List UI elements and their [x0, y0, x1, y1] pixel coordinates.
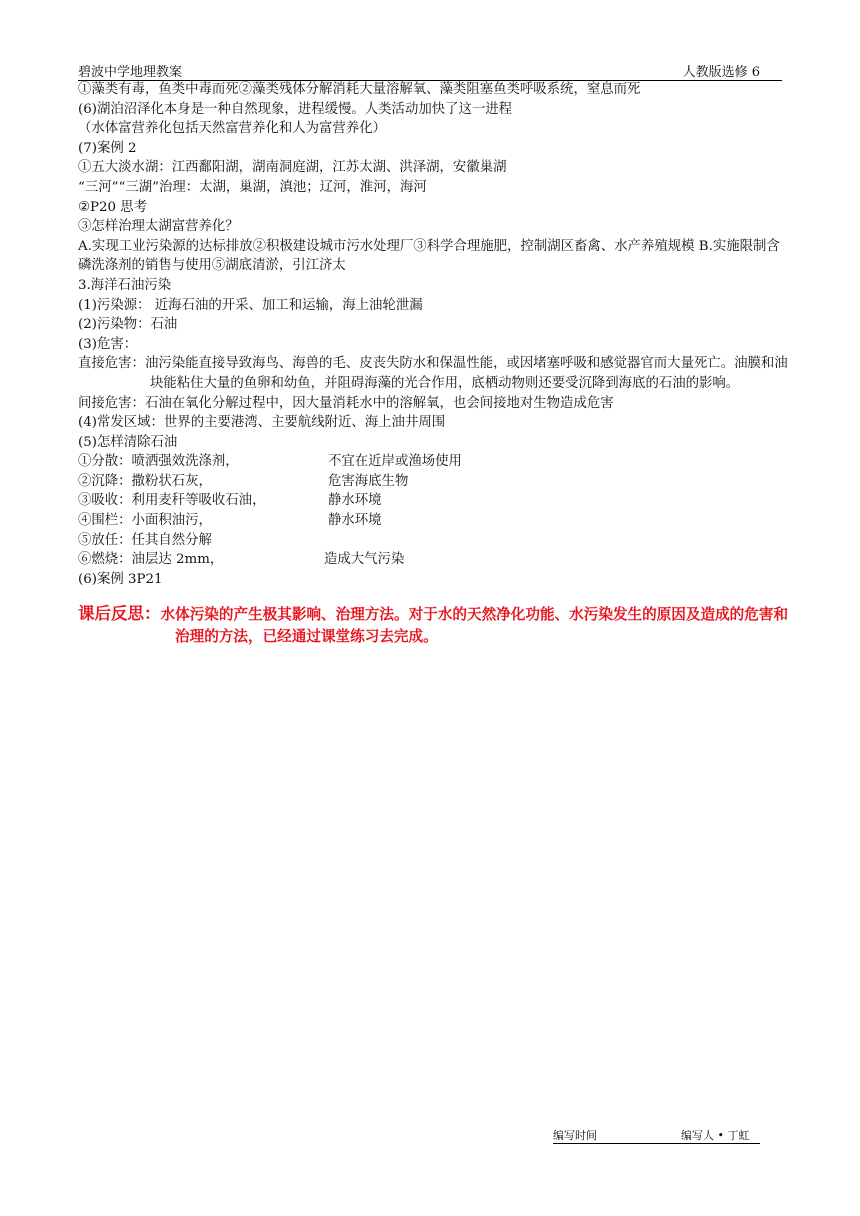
method-note: 静水环境: [328, 493, 382, 509]
method-row: [78, 452, 790, 472]
section-heading: 3.海洋石油污染: [78, 277, 172, 293]
text-line: ①五大淡水湖：江西鄱阳湖，湖南洞庭湖，江苏太湖、洪泽湖，安徽巢湖: [78, 160, 507, 176]
text-line: （水体富营养化包括天然富营养化和人为富营养化）: [78, 121, 386, 137]
text-line: (7)案例 2: [78, 140, 137, 156]
reflection-text: 水体污染的产生极其影响、治理方法。对于水的天然净化功能、水污染发生的原因及造成的危害和治理的方法，已经通过课堂练习去完成。: [160, 606, 789, 646]
text-line: (1)污染源： 近海石油的开采、加工和运输，海上油轮泄漏: [78, 297, 423, 313]
text-line: ①藻类有毒，鱼类中毒而死②藻类残体分解消耗大量溶解氧、藻类阻塞鱼类呼吸系统，窒息而死: [78, 82, 641, 97]
method-note: 不宜在近岸或渔场使用: [328, 454, 462, 470]
method-text: ⑤放任：任其自然分解: [78, 532, 212, 548]
method-row: [78, 550, 790, 570]
method-note: 危害海底生物: [328, 473, 409, 489]
method-row: [78, 472, 790, 492]
header-edition: 人教版选修 6: [682, 65, 760, 80]
method-row: [78, 511, 790, 531]
text-line: 间接危害：石油在氧化分解过程中，因大量消耗水中的溶解氧，也会间接地对生物造成危害: [78, 395, 614, 411]
text-line: (6)案例 3P21: [78, 571, 163, 587]
after-class-reflection: [78, 603, 790, 648]
text-paragraph: A.实现工业污染源的达标排放②积极建设城市污水处理厂③科学合理施肥，控制湖区畜禽、水产养殖规模 B.实施限制含磷洗涤剂的销售与使用⑤湖底清淤，引江济太: [78, 238, 780, 274]
text-line: (5)怎样清除石油: [78, 434, 178, 450]
method-text: ④围栏：小面积油污，: [78, 513, 212, 529]
lesson-body: [78, 80, 790, 648]
text-line: (4)常发区域：世界的主要港湾、主要航线附近、海上油井周围: [78, 415, 446, 431]
text-line: ②P20 思考: [78, 199, 148, 215]
method-text: ②沉降：撒粉状石灰，: [78, 473, 212, 489]
page-footer: [553, 1127, 760, 1144]
text-line: (6)湖泊沼泽化本身是一种自然现象，进程缓慢。人类活动加快了这一进程: [78, 101, 513, 117]
text-line: (2)污染物：石油: [78, 317, 178, 333]
reflection-label: 课后反思：: [78, 604, 161, 624]
method-text: ⑥燃烧：油层达 2mm，: [78, 552, 224, 568]
method-row: [78, 491, 790, 511]
footer-time-label: 编写时间: [553, 1129, 597, 1142]
method-text: ①分散：喷洒强效洗涤剂，: [78, 454, 239, 470]
page-header: [78, 58, 782, 81]
text-line: “三河”“三湖”治理：太湖，巢湖，滇池；辽河，淮河，海河: [78, 179, 427, 195]
text-line: ③怎样治理太湖富营养化？: [78, 219, 239, 235]
header-school: 碧波中学地理教案: [78, 65, 183, 80]
method-note: 静水环境: [328, 513, 382, 529]
method-text: ③吸收：利用麦秆等吸收石油，: [78, 493, 266, 509]
method-row: [78, 531, 790, 551]
direct-harm-paragraph: 直接危害：油污染能直接导致海鸟、海兽的毛、皮丧失防水和保温性能，或因堵塞呼吸和感觉器官而大量死亡。油膜和油块能粘住大量的鱼卵和幼鱼，并阻碍海藻的光合作用，底栖动物则还要受沉降到海底的石油的影响。: [78, 356, 788, 391]
footer-author-label: 编写人 • 丁虹: [681, 1129, 750, 1142]
text-line: (3)危害：: [78, 336, 138, 352]
method-note: 造成大气污染: [324, 552, 405, 568]
